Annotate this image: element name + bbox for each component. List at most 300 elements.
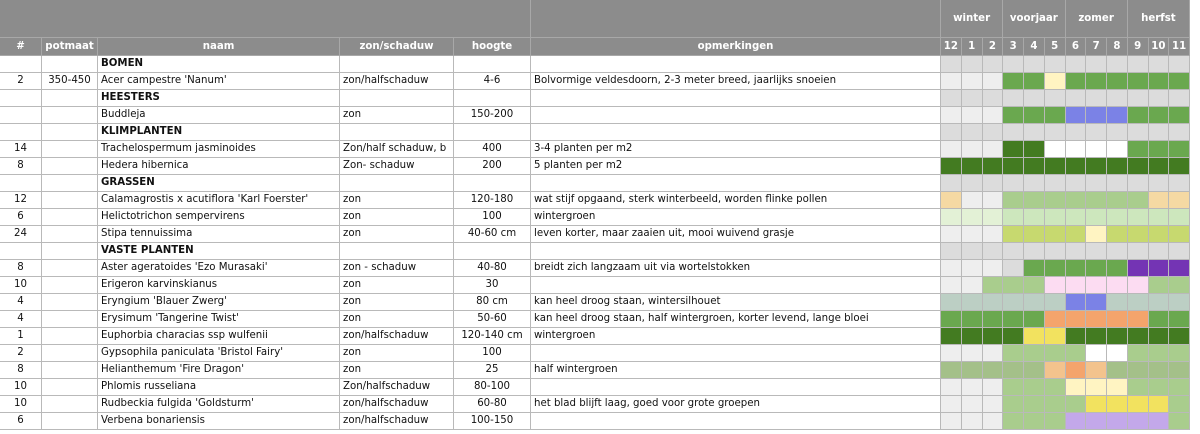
month-cell-2[interactable]: [983, 107, 1004, 124]
row-remarks[interactable]: 5 planten per m2: [531, 158, 941, 175]
month-cell-2[interactable]: [983, 396, 1004, 413]
month-cell-5[interactable]: [1045, 328, 1066, 345]
month-cell-2[interactable]: [983, 141, 1004, 158]
month-cell-8[interactable]: [1107, 362, 1128, 379]
month-cell-5[interactable]: [1045, 158, 1066, 175]
month-cell-10[interactable]: [1149, 362, 1170, 379]
row-remarks[interactable]: [531, 413, 941, 430]
month-cell-4[interactable]: [1024, 73, 1045, 90]
row-remarks[interactable]: kan heel droog staan, wintersilhouet: [531, 294, 941, 311]
row-sun-shade[interactable]: zon/halfschaduw: [340, 328, 454, 345]
row-plant-name[interactable]: Trachelospermum jasminoides: [98, 141, 340, 158]
month-cell-8[interactable]: [1107, 192, 1128, 209]
month-cell-7[interactable]: [1086, 277, 1107, 294]
row-number[interactable]: 6: [0, 209, 42, 226]
month-cell-3[interactable]: [1003, 158, 1024, 175]
month-cell-11[interactable]: [1169, 141, 1190, 158]
month-cell-12[interactable]: [941, 396, 962, 413]
row-sun-shade[interactable]: zon: [340, 345, 454, 362]
row-potmaat[interactable]: [42, 226, 98, 243]
row-plant-name[interactable]: Calamagrostis x acutiflora 'Karl Foerster': [98, 192, 340, 209]
month-header-11[interactable]: 11: [1169, 38, 1190, 56]
month-cell-5[interactable]: [1045, 345, 1066, 362]
row-height[interactable]: 40-60 cm: [454, 226, 531, 243]
month-cell-1[interactable]: [962, 260, 983, 277]
month-cell-10[interactable]: [1149, 311, 1170, 328]
month-header-10[interactable]: 10: [1149, 38, 1170, 56]
month-cell-8[interactable]: [1107, 294, 1128, 311]
month-cell-11[interactable]: [1169, 379, 1190, 396]
month-cell-3[interactable]: [1003, 328, 1024, 345]
month-cell-3[interactable]: [1003, 396, 1024, 413]
month-cell-1[interactable]: [962, 158, 983, 175]
month-cell-11[interactable]: [1169, 277, 1190, 294]
row-number[interactable]: 6: [0, 413, 42, 430]
month-header-12[interactable]: 12: [941, 38, 962, 56]
row-number[interactable]: 8: [0, 260, 42, 277]
month-cell-10[interactable]: [1149, 413, 1170, 430]
row-height[interactable]: 150-200: [454, 107, 531, 124]
column-header-num[interactable]: #: [0, 38, 42, 56]
month-cell-8[interactable]: [1107, 226, 1128, 243]
month-cell-1[interactable]: [962, 294, 983, 311]
month-cell-4[interactable]: [1024, 192, 1045, 209]
column-header-potmaat[interactable]: potmaat: [42, 38, 98, 56]
row-plant-name[interactable]: Erigeron karvinskianus: [98, 277, 340, 294]
month-header-6[interactable]: 6: [1066, 38, 1087, 56]
month-header-8[interactable]: 8: [1107, 38, 1128, 56]
month-cell-8[interactable]: [1107, 379, 1128, 396]
month-cell-3[interactable]: [1003, 294, 1024, 311]
row-height[interactable]: 50-60: [454, 311, 531, 328]
month-cell-1[interactable]: [962, 345, 983, 362]
month-cell-12[interactable]: [941, 226, 962, 243]
month-cell-3[interactable]: [1003, 379, 1024, 396]
row-number[interactable]: 2: [0, 345, 42, 362]
month-cell-10[interactable]: [1149, 260, 1170, 277]
row-remarks[interactable]: wat stijf opgaand, sterk winterbeeld, worden flinke pollen: [531, 192, 941, 209]
month-cell-11[interactable]: [1169, 192, 1190, 209]
month-cell-6[interactable]: [1066, 107, 1087, 124]
month-cell-6[interactable]: [1066, 311, 1087, 328]
month-cell-6[interactable]: [1066, 345, 1087, 362]
month-cell-5[interactable]: [1045, 73, 1066, 90]
row-plant-name[interactable]: Acer campestre 'Nanum': [98, 73, 340, 90]
month-cell-12[interactable]: [941, 209, 962, 226]
month-cell-9[interactable]: [1128, 73, 1149, 90]
month-cell-11[interactable]: [1169, 158, 1190, 175]
month-cell-6[interactable]: [1066, 413, 1087, 430]
month-cell-9[interactable]: [1128, 362, 1149, 379]
row-sun-shade[interactable]: Zon/half schaduw, b: [340, 141, 454, 158]
row-height[interactable]: 25: [454, 362, 531, 379]
row-sun-shade[interactable]: zon: [340, 294, 454, 311]
row-remarks[interactable]: [531, 379, 941, 396]
month-cell-9[interactable]: [1128, 260, 1149, 277]
month-cell-11[interactable]: [1169, 294, 1190, 311]
month-cell-7[interactable]: [1086, 209, 1107, 226]
month-cell-5[interactable]: [1045, 311, 1066, 328]
month-cell-8[interactable]: [1107, 73, 1128, 90]
month-cell-4[interactable]: [1024, 226, 1045, 243]
month-cell-1[interactable]: [962, 379, 983, 396]
row-number[interactable]: 10: [0, 379, 42, 396]
row-number[interactable]: 12: [0, 192, 42, 209]
month-cell-10[interactable]: [1149, 192, 1170, 209]
month-cell-9[interactable]: [1128, 158, 1149, 175]
month-cell-7[interactable]: [1086, 328, 1107, 345]
row-height[interactable]: 40-80: [454, 260, 531, 277]
month-cell-9[interactable]: [1128, 311, 1149, 328]
month-cell-2[interactable]: [983, 294, 1004, 311]
month-cell-10[interactable]: [1149, 294, 1170, 311]
month-cell-1[interactable]: [962, 107, 983, 124]
month-cell-12[interactable]: [941, 379, 962, 396]
month-header-3[interactable]: 3: [1003, 38, 1024, 56]
row-height[interactable]: 30: [454, 277, 531, 294]
month-cell-4[interactable]: [1024, 141, 1045, 158]
row-height[interactable]: 80-100: [454, 379, 531, 396]
month-cell-4[interactable]: [1024, 294, 1045, 311]
month-cell-5[interactable]: [1045, 294, 1066, 311]
month-cell-1[interactable]: [962, 73, 983, 90]
month-cell-11[interactable]: [1169, 413, 1190, 430]
month-cell-2[interactable]: [983, 328, 1004, 345]
month-cell-2[interactable]: [983, 260, 1004, 277]
row-potmaat[interactable]: [42, 209, 98, 226]
row-potmaat[interactable]: [42, 413, 98, 430]
month-cell-12[interactable]: [941, 311, 962, 328]
month-cell-3[interactable]: [1003, 362, 1024, 379]
month-cell-7[interactable]: [1086, 260, 1107, 277]
month-cell-4[interactable]: [1024, 277, 1045, 294]
column-header-zon[interactable]: zon/schaduw: [340, 38, 454, 56]
row-potmaat[interactable]: [42, 277, 98, 294]
month-cell-4[interactable]: [1024, 328, 1045, 345]
month-cell-5[interactable]: [1045, 141, 1066, 158]
row-height[interactable]: 120-180: [454, 192, 531, 209]
month-cell-6[interactable]: [1066, 73, 1087, 90]
month-cell-9[interactable]: [1128, 192, 1149, 209]
month-header-1[interactable]: 1: [962, 38, 983, 56]
month-cell-8[interactable]: [1107, 328, 1128, 345]
row-number[interactable]: 8: [0, 158, 42, 175]
month-cell-9[interactable]: [1128, 379, 1149, 396]
month-cell-2[interactable]: [983, 345, 1004, 362]
month-cell-3[interactable]: [1003, 192, 1024, 209]
month-cell-7[interactable]: [1086, 294, 1107, 311]
month-header-9[interactable]: 9: [1128, 38, 1149, 56]
month-cell-11[interactable]: [1169, 226, 1190, 243]
row-potmaat[interactable]: [42, 141, 98, 158]
month-cell-9[interactable]: [1128, 328, 1149, 345]
month-cell-11[interactable]: [1169, 345, 1190, 362]
month-cell-5[interactable]: [1045, 277, 1066, 294]
row-sun-shade[interactable]: Zon- schaduw: [340, 158, 454, 175]
row-potmaat[interactable]: 350-450: [42, 73, 98, 90]
row-potmaat[interactable]: [42, 192, 98, 209]
row-remarks[interactable]: 3-4 planten per m2: [531, 141, 941, 158]
month-cell-9[interactable]: [1128, 209, 1149, 226]
row-number[interactable]: 4: [0, 311, 42, 328]
row-remarks[interactable]: wintergroen: [531, 209, 941, 226]
row-potmaat[interactable]: [42, 362, 98, 379]
month-header-4[interactable]: 4: [1024, 38, 1045, 56]
month-cell-5[interactable]: [1045, 379, 1066, 396]
month-cell-2[interactable]: [983, 192, 1004, 209]
month-cell-5[interactable]: [1045, 192, 1066, 209]
month-cell-1[interactable]: [962, 362, 983, 379]
month-cell-12[interactable]: [941, 277, 962, 294]
row-height[interactable]: 100: [454, 209, 531, 226]
month-cell-10[interactable]: [1149, 277, 1170, 294]
month-header-2[interactable]: 2: [983, 38, 1004, 56]
row-number[interactable]: 2: [0, 73, 42, 90]
month-cell-11[interactable]: [1169, 396, 1190, 413]
row-sun-shade[interactable]: zon/halfschaduw: [340, 413, 454, 430]
month-cell-10[interactable]: [1149, 141, 1170, 158]
month-cell-5[interactable]: [1045, 107, 1066, 124]
month-cell-12[interactable]: [941, 260, 962, 277]
month-cell-5[interactable]: [1045, 226, 1066, 243]
row-plant-name[interactable]: Erysimum 'Tangerine Twist': [98, 311, 340, 328]
month-cell-9[interactable]: [1128, 396, 1149, 413]
row-remarks[interactable]: half wintergroen: [531, 362, 941, 379]
month-cell-8[interactable]: [1107, 260, 1128, 277]
month-cell-4[interactable]: [1024, 396, 1045, 413]
row-plant-name[interactable]: Helictotrichon sempervirens: [98, 209, 340, 226]
month-cell-9[interactable]: [1128, 277, 1149, 294]
month-cell-10[interactable]: [1149, 73, 1170, 90]
month-cell-7[interactable]: [1086, 107, 1107, 124]
row-potmaat[interactable]: [42, 158, 98, 175]
month-cell-1[interactable]: [962, 226, 983, 243]
month-cell-12[interactable]: [941, 362, 962, 379]
month-cell-7[interactable]: [1086, 226, 1107, 243]
month-cell-6[interactable]: [1066, 362, 1087, 379]
month-cell-6[interactable]: [1066, 260, 1087, 277]
month-cell-1[interactable]: [962, 192, 983, 209]
month-cell-9[interactable]: [1128, 294, 1149, 311]
month-cell-2[interactable]: [983, 73, 1004, 90]
row-number[interactable]: 10: [0, 396, 42, 413]
row-number[interactable]: 24: [0, 226, 42, 243]
row-remarks[interactable]: [531, 107, 941, 124]
row-sun-shade[interactable]: zon: [340, 209, 454, 226]
row-potmaat[interactable]: [42, 328, 98, 345]
month-cell-10[interactable]: [1149, 379, 1170, 396]
month-cell-8[interactable]: [1107, 311, 1128, 328]
row-potmaat[interactable]: [42, 311, 98, 328]
row-height[interactable]: 100: [454, 345, 531, 362]
row-number[interactable]: 4: [0, 294, 42, 311]
row-remarks[interactable]: Bolvormige veldesdoorn, 2-3 meter breed, jaarlijks snoeien: [531, 73, 941, 90]
month-cell-5[interactable]: [1045, 413, 1066, 430]
row-number[interactable]: 1: [0, 328, 42, 345]
row-plant-name[interactable]: Stipa tennuissima: [98, 226, 340, 243]
row-potmaat[interactable]: [42, 396, 98, 413]
month-cell-11[interactable]: [1169, 328, 1190, 345]
month-cell-2[interactable]: [983, 209, 1004, 226]
row-height[interactable]: 400: [454, 141, 531, 158]
row-plant-name[interactable]: Helianthemum 'Fire Dragon': [98, 362, 340, 379]
month-cell-6[interactable]: [1066, 158, 1087, 175]
month-cell-4[interactable]: [1024, 158, 1045, 175]
row-sun-shade[interactable]: zon/halfschaduw: [340, 73, 454, 90]
row-height[interactable]: 80 cm: [454, 294, 531, 311]
month-cell-4[interactable]: [1024, 345, 1045, 362]
month-cell-7[interactable]: [1086, 345, 1107, 362]
month-cell-7[interactable]: [1086, 141, 1107, 158]
row-plant-name[interactable]: Buddleja: [98, 107, 340, 124]
month-cell-9[interactable]: [1128, 141, 1149, 158]
month-cell-7[interactable]: [1086, 379, 1107, 396]
month-cell-7[interactable]: [1086, 192, 1107, 209]
month-cell-12[interactable]: [941, 345, 962, 362]
month-cell-1[interactable]: [962, 396, 983, 413]
month-cell-6[interactable]: [1066, 396, 1087, 413]
month-cell-11[interactable]: [1169, 260, 1190, 277]
month-cell-1[interactable]: [962, 277, 983, 294]
month-cell-11[interactable]: [1169, 311, 1190, 328]
row-plant-name[interactable]: Aster ageratoides 'Ezo Murasaki': [98, 260, 340, 277]
month-cell-6[interactable]: [1066, 294, 1087, 311]
month-cell-9[interactable]: [1128, 226, 1149, 243]
month-cell-1[interactable]: [962, 328, 983, 345]
month-cell-10[interactable]: [1149, 345, 1170, 362]
month-header-5[interactable]: 5: [1045, 38, 1066, 56]
month-cell-3[interactable]: [1003, 260, 1024, 277]
row-sun-shade[interactable]: zon/halfschaduw: [340, 396, 454, 413]
row-remarks[interactable]: leven korter, maar zaaien uit, mooi wuivend grasje: [531, 226, 941, 243]
column-header-opm[interactable]: opmerkingen: [531, 38, 941, 56]
row-plant-name[interactable]: Gypsophila paniculata 'Bristol Fairy': [98, 345, 340, 362]
month-cell-3[interactable]: [1003, 209, 1024, 226]
month-cell-9[interactable]: [1128, 345, 1149, 362]
row-sun-shade[interactable]: zon: [340, 192, 454, 209]
row-potmaat[interactable]: [42, 379, 98, 396]
month-cell-3[interactable]: [1003, 107, 1024, 124]
month-cell-3[interactable]: [1003, 73, 1024, 90]
month-cell-4[interactable]: [1024, 260, 1045, 277]
month-cell-8[interactable]: [1107, 141, 1128, 158]
month-cell-7[interactable]: [1086, 158, 1107, 175]
month-cell-6[interactable]: [1066, 141, 1087, 158]
month-cell-3[interactable]: [1003, 345, 1024, 362]
row-remarks[interactable]: breidt zich langzaam uit via wortelstokken: [531, 260, 941, 277]
row-number[interactable]: 14: [0, 141, 42, 158]
row-sun-shade[interactable]: zon: [340, 277, 454, 294]
month-cell-1[interactable]: [962, 311, 983, 328]
month-cell-8[interactable]: [1107, 345, 1128, 362]
month-cell-9[interactable]: [1128, 413, 1149, 430]
row-height[interactable]: 100-150: [454, 413, 531, 430]
row-remarks[interactable]: [531, 345, 941, 362]
row-height[interactable]: 60-80: [454, 396, 531, 413]
month-cell-12[interactable]: [941, 192, 962, 209]
month-cell-9[interactable]: [1128, 107, 1149, 124]
row-height[interactable]: 200: [454, 158, 531, 175]
month-cell-6[interactable]: [1066, 226, 1087, 243]
month-cell-6[interactable]: [1066, 277, 1087, 294]
month-cell-5[interactable]: [1045, 260, 1066, 277]
row-number[interactable]: 10: [0, 277, 42, 294]
month-cell-2[interactable]: [983, 226, 1004, 243]
row-potmaat[interactable]: [42, 345, 98, 362]
month-cell-5[interactable]: [1045, 209, 1066, 226]
row-remarks[interactable]: kan heel droog staan, half wintergroen, korter levend, lange bloei: [531, 311, 941, 328]
row-sun-shade[interactable]: zon - schaduw: [340, 260, 454, 277]
row-plant-name[interactable]: Eryngium 'Blauer Zwerg': [98, 294, 340, 311]
row-plant-name[interactable]: Verbena bonariensis: [98, 413, 340, 430]
month-cell-2[interactable]: [983, 379, 1004, 396]
month-cell-7[interactable]: [1086, 413, 1107, 430]
row-potmaat[interactable]: [42, 260, 98, 277]
row-potmaat[interactable]: [42, 107, 98, 124]
column-header-hoogte[interactable]: hoogte: [454, 38, 531, 56]
month-cell-2[interactable]: [983, 158, 1004, 175]
row-number[interactable]: [0, 107, 42, 124]
row-height[interactable]: 4-6: [454, 73, 531, 90]
row-remarks[interactable]: [531, 277, 941, 294]
month-cell-12[interactable]: [941, 413, 962, 430]
month-cell-4[interactable]: [1024, 379, 1045, 396]
month-cell-1[interactable]: [962, 209, 983, 226]
month-cell-10[interactable]: [1149, 209, 1170, 226]
row-sun-shade[interactable]: zon: [340, 107, 454, 124]
row-plant-name[interactable]: Hedera hibernica: [98, 158, 340, 175]
month-cell-12[interactable]: [941, 107, 962, 124]
month-cell-12[interactable]: [941, 141, 962, 158]
month-cell-8[interactable]: [1107, 107, 1128, 124]
month-cell-7[interactable]: [1086, 311, 1107, 328]
month-cell-3[interactable]: [1003, 277, 1024, 294]
month-cell-1[interactable]: [962, 141, 983, 158]
month-cell-8[interactable]: [1107, 277, 1128, 294]
month-cell-8[interactable]: [1107, 413, 1128, 430]
month-cell-10[interactable]: [1149, 107, 1170, 124]
row-height[interactable]: 120-140 cm: [454, 328, 531, 345]
row-number[interactable]: 8: [0, 362, 42, 379]
month-cell-8[interactable]: [1107, 396, 1128, 413]
month-cell-7[interactable]: [1086, 362, 1107, 379]
row-sun-shade[interactable]: zon: [340, 311, 454, 328]
month-cell-5[interactable]: [1045, 362, 1066, 379]
month-cell-2[interactable]: [983, 413, 1004, 430]
month-cell-12[interactable]: [941, 294, 962, 311]
month-cell-10[interactable]: [1149, 396, 1170, 413]
month-cell-4[interactable]: [1024, 413, 1045, 430]
month-cell-7[interactable]: [1086, 396, 1107, 413]
month-cell-11[interactable]: [1169, 73, 1190, 90]
month-cell-12[interactable]: [941, 328, 962, 345]
month-cell-8[interactable]: [1107, 158, 1128, 175]
month-cell-3[interactable]: [1003, 311, 1024, 328]
month-cell-11[interactable]: [1169, 209, 1190, 226]
month-cell-7[interactable]: [1086, 73, 1107, 90]
row-sun-shade[interactable]: Zon/halfschaduw: [340, 379, 454, 396]
month-cell-3[interactable]: [1003, 141, 1024, 158]
month-cell-6[interactable]: [1066, 209, 1087, 226]
month-cell-8[interactable]: [1107, 209, 1128, 226]
month-header-7[interactable]: 7: [1086, 38, 1107, 56]
row-remarks[interactable]: het blad blijft laag, goed voor grote groepen: [531, 396, 941, 413]
month-cell-10[interactable]: [1149, 226, 1170, 243]
month-cell-4[interactable]: [1024, 362, 1045, 379]
month-cell-10[interactable]: [1149, 328, 1170, 345]
column-header-naam[interactable]: naam: [98, 38, 340, 56]
month-cell-4[interactable]: [1024, 209, 1045, 226]
